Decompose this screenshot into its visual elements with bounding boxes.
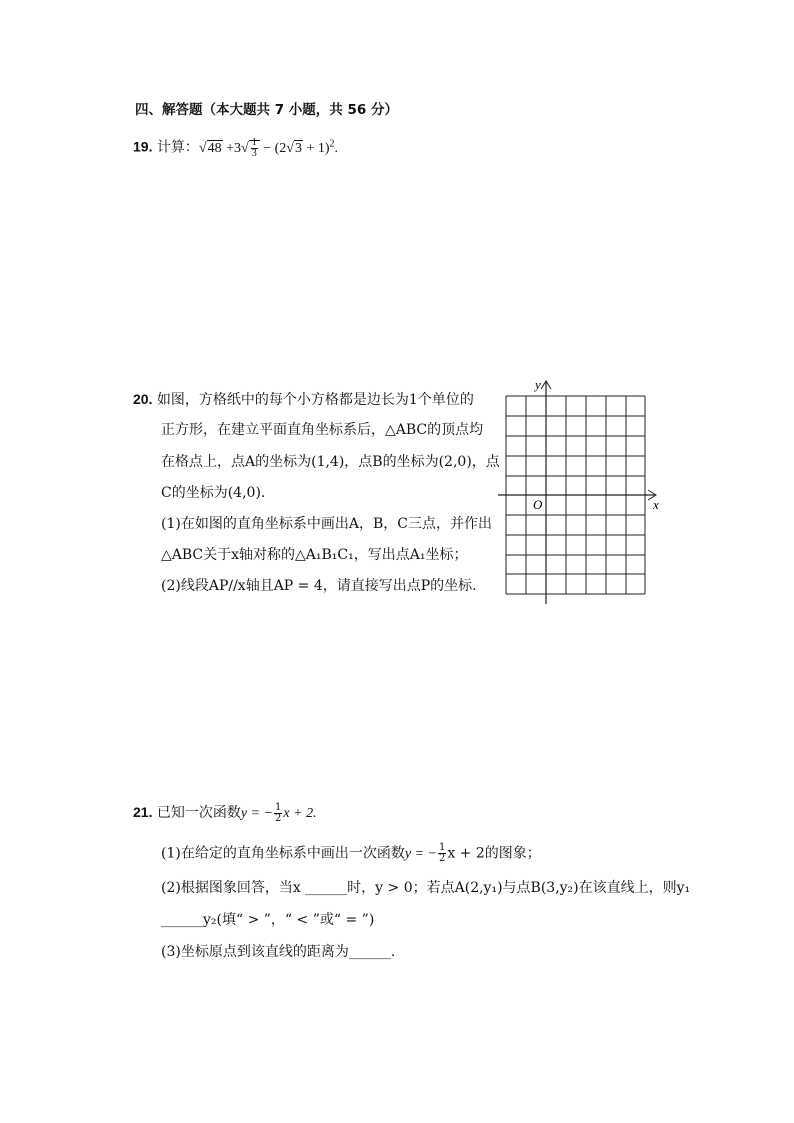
question-21 bbox=[133, 802, 317, 824]
question-text: 已知一次函数 bbox=[156, 805, 241, 821]
fraction bbox=[251, 138, 258, 159]
radicand: 48 bbox=[207, 140, 222, 156]
question-number: 21. bbox=[133, 804, 153, 820]
question-21-part-1 bbox=[161, 843, 541, 865]
fraction bbox=[438, 843, 446, 864]
fraction-numerator: 1 bbox=[275, 801, 282, 813]
question-21-part-3: (3)坐标原点到该直线的距离为______. bbox=[161, 944, 396, 960]
question-prefix: 计算： bbox=[156, 139, 199, 156]
math-expression: √48 +3√ $\frac{1}{3}$ − $(2√3 + 1)^2$. bbox=[198, 136, 339, 159]
question-19 bbox=[133, 134, 338, 159]
fraction-numerator: 1 bbox=[251, 136, 257, 148]
question-text: x + 2的图象； bbox=[447, 845, 541, 862]
question-text: (1)在给定的直角坐标系中画出一次函数 bbox=[161, 845, 405, 862]
x-axis-label: x bbox=[653, 497, 659, 512]
question-number: 20. bbox=[133, 391, 153, 407]
math-term: +3 bbox=[226, 140, 242, 156]
coordinate-grid bbox=[495, 376, 665, 608]
question-20-line-3: 在格点上，点A的坐标为(1,4)，点B的坐标为(2,0)，点 bbox=[161, 454, 500, 470]
math-term: y = − bbox=[404, 846, 437, 862]
exponent: 2 bbox=[329, 138, 335, 149]
fraction bbox=[274, 803, 282, 824]
question-21-part-2-line-1: (2)根据图象回答，当x ______时，y > 0；若点A(2,y₁)与点B(3,y₂)在该直线上，则y₁ bbox=[161, 880, 691, 896]
fraction-denominator: 3 bbox=[251, 147, 257, 159]
math-term: − (2 bbox=[263, 140, 287, 156]
radicand: 3 bbox=[294, 140, 302, 156]
question-21-part-2-line-2: ______y₂(填“ > ”，“ < ”或“ = ”) bbox=[161, 912, 375, 928]
origin-label: O bbox=[533, 497, 543, 512]
fraction-denominator: 2 bbox=[438, 853, 446, 864]
fraction-numerator: 1 bbox=[438, 842, 446, 853]
math-term: + 1) bbox=[306, 140, 330, 156]
section-title: 四、解答题（本大题共 7 小题，共 56 分） bbox=[135, 102, 398, 118]
question-20-line-4: C的坐标为(4,0). bbox=[161, 485, 266, 501]
question-number: 19. bbox=[133, 138, 153, 155]
math-term: x + 2. bbox=[283, 806, 317, 821]
question-20-line-2: 正方形，在建立平面直角坐标系后，△ABC的顶点均 bbox=[161, 422, 484, 438]
math-term: . bbox=[334, 140, 339, 156]
math-term: y = − bbox=[240, 806, 274, 821]
question-20-part-1b: △ABC关于x轴对称的△A₁B₁C₁，写出点A₁坐标； bbox=[161, 547, 468, 563]
y-axis-label: y bbox=[535, 377, 541, 392]
question-20-part-2: (2)线段AP//x轴且AP = 4，请直接写出点P的坐标. bbox=[161, 578, 477, 594]
fraction-denominator: 2 bbox=[275, 812, 282, 824]
question-text: 如图，方格纸中的每个小方格都是边长为1个单位的 bbox=[156, 392, 474, 408]
question-20-part-1a: (1)在如图的直角坐标系中画出A，B，C三点，并作出 bbox=[161, 516, 492, 532]
question-20-line-1 bbox=[133, 389, 474, 410]
